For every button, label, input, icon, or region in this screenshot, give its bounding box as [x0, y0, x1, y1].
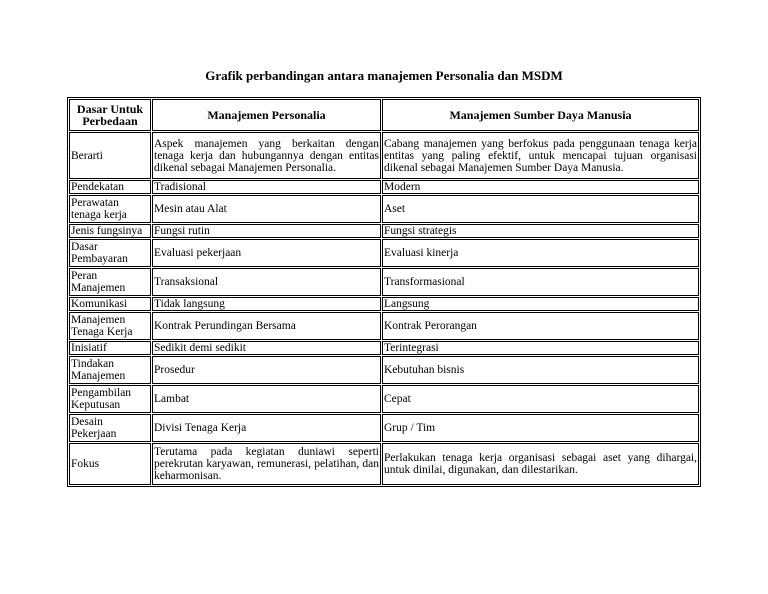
- hrm-cell: Cabang manajemen yang berfokus pada penggunaan tenaga kerja entitas yang paling efektif, untuk mencapai tujuan organisasi dikenal sebagai Manajemen Sumber Daya Manusia.: [382, 132, 699, 179]
- table-row: [69, 297, 699, 311]
- table-row: [69, 180, 699, 194]
- table-row: [69, 443, 699, 485]
- hrm-cell: Fungsi strategis: [382, 224, 699, 238]
- hrm-cell: Langsung: [382, 297, 699, 311]
- row-label: Pendekatan: [69, 180, 151, 194]
- header-personnel-management: Manajemen Personalia: [152, 99, 381, 131]
- personnel-cell: Fungsi rutin: [152, 224, 381, 238]
- table-row: [69, 268, 699, 296]
- personnel-cell: Lambat: [152, 385, 381, 413]
- row-label: Desain Pekerjaan: [69, 414, 151, 442]
- row-label: Pengambilan Keputusan: [69, 385, 151, 413]
- personnel-cell: Evaluasi pekerjaan: [152, 239, 381, 267]
- table-row: [69, 356, 699, 384]
- personnel-cell: Divisi Tenaga Kerja: [152, 414, 381, 442]
- personnel-cell: Tidak langsung: [152, 297, 381, 311]
- row-label: Berarti: [69, 132, 151, 179]
- header-basis: Dasar Untuk Perbedaan: [69, 99, 151, 131]
- personnel-cell: Transaksional: [152, 268, 381, 296]
- personnel-cell: Tradisional: [152, 180, 381, 194]
- table-header-row: [69, 99, 699, 131]
- table-row: [69, 224, 699, 238]
- personnel-cell: Terutama pada kegiatan duniawi seperti perekrutan karyawan, remunerasi, pelatihan, dan keharmonisan.: [152, 443, 381, 485]
- hrm-cell: Cepat: [382, 385, 699, 413]
- table-row: [69, 195, 699, 223]
- hrm-cell: Kebutuhan bisnis: [382, 356, 699, 384]
- table-row: [69, 239, 699, 267]
- document-title: Grafik perbandingan antara manajemen Personalia dan MSDM: [205, 68, 563, 83]
- hrm-cell: Modern: [382, 180, 699, 194]
- row-label: Manajemen Tenaga Kerja: [69, 312, 151, 340]
- table-row: [69, 341, 699, 355]
- personnel-cell: Aspek manajemen yang berkaitan dengan tenaga kerja dan hubungannya dengan entitas dikenal sebagai Manajemen Personalia.: [152, 132, 381, 179]
- row-label: Dasar Pembayaran: [69, 239, 151, 267]
- row-label: Jenis fungsinya: [69, 224, 151, 238]
- hrm-cell: Aset: [382, 195, 699, 223]
- table-row: [69, 385, 699, 413]
- hrm-cell: Kontrak Perorangan: [382, 312, 699, 340]
- personnel-cell: Mesin atau Alat: [152, 195, 381, 223]
- row-label: Inisiatif: [69, 341, 151, 355]
- row-label: Perawatan tenaga kerja: [69, 195, 151, 223]
- hrm-cell: Transformasional: [382, 268, 699, 296]
- personnel-cell: Sedikit demi sedikit: [152, 341, 381, 355]
- row-label: Fokus: [69, 443, 151, 485]
- table-row: [69, 414, 699, 442]
- row-label: Peran Manajemen: [69, 268, 151, 296]
- hrm-cell: Terintegrasi: [382, 341, 699, 355]
- hrm-cell: Evaluasi kinerja: [382, 239, 699, 267]
- personnel-cell: Prosedur: [152, 356, 381, 384]
- comparison-table: [67, 97, 701, 487]
- hrm-cell: Perlakukan tenaga kerja organisasi sebagai aset yang dihargai, untuk dinilai, digunakan, dan dilestarikan.: [382, 443, 699, 485]
- row-label: Komunikasi: [69, 297, 151, 311]
- row-label: Tindakan Manajemen: [69, 356, 151, 384]
- header-hrm: Manajemen Sumber Daya Manusia: [382, 99, 699, 131]
- table-row: [69, 132, 699, 179]
- hrm-cell: Grup / Tim: [382, 414, 699, 442]
- personnel-cell: Kontrak Perundingan Bersama: [152, 312, 381, 340]
- table-row: [69, 312, 699, 340]
